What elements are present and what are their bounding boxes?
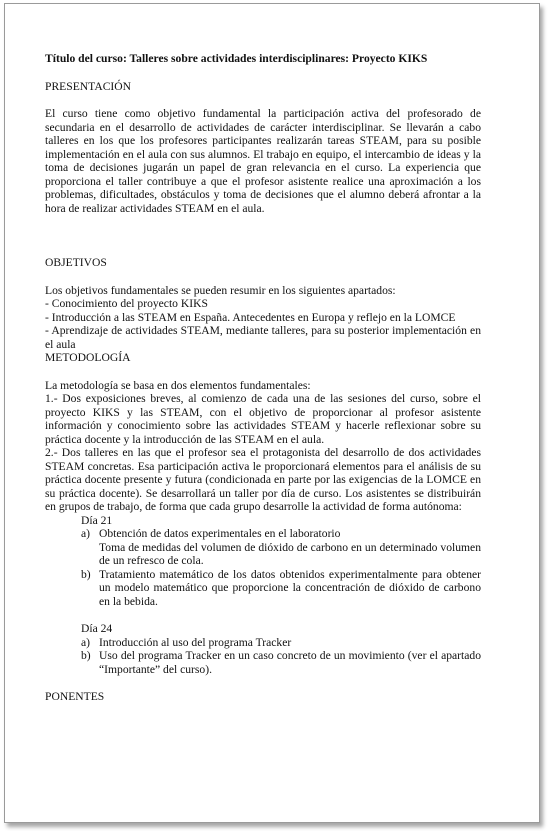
metodologia-intro: La metodología se basa en dos elementos fundamentales: (45, 378, 311, 392)
list-item (45, 649, 481, 676)
objetivos-item: - Conocimiento del proyecto KIKS (45, 297, 208, 310)
list-marker: b) (81, 567, 91, 581)
list-item-text: Obtención de datos experimentales en el laboratorio (99, 527, 341, 540)
list-item (45, 636, 481, 650)
document-page (4, 3, 540, 823)
list-item (45, 527, 481, 541)
day-label: Día 21 (81, 513, 113, 527)
metodologia-point-2: 2.- Dos talleres en las que el profesor sea el protagonista del desarrollo de dos actividades STEAM concretas. Esa participación activa le proporcionará elementos para el análisis de su práctica docente presente y futura (condicionada en parte por las exigencias de la LOMCE en su práctica docente). Se desarrollará un taller por día de curso. Los asistentes se distribuirán en grupos de trabajo, de forma que cada grupo desarrolle la actividad de forma autónoma: (45, 446, 481, 513)
list-marker: a) (81, 527, 91, 540)
section-heading-objetivos: OBJETIVOS (45, 256, 107, 269)
section-heading-presentacion: PRESENTACIÓN (45, 79, 132, 93)
document-body (45, 52, 481, 704)
course-title: Título del curso: Talleres sobre actividades interdisciplinares: Proyecto KIKS (45, 52, 428, 65)
objetivos-item: - Introducción a las STEAM en España. Antecedentes en Europa y reflejo en la LOMCE (45, 310, 456, 324)
metodologia-point-1: 1.- Dos exposiciones breves, al comienzo de cada una de las sesiones del curso, sobre el proyecto KIKS y las STEAM, con el objetivo de proporcionar al profesor asistente información y conocimiento sobre las actividades STEAM y hacerle reflexionar sobre su práctica docente y la introducción de las STEAM en el aula. (45, 392, 481, 446)
list-item-text: Tratamiento matemático de los datos obtenidos experimentalmente para obtener un modelo matemático que proporcione la concentración de dióxido de carbono en la bebida. (99, 567, 481, 608)
list-item (45, 568, 481, 609)
list-item-text: Introducción al uso del programa Tracker (99, 635, 292, 649)
list-marker: b) (81, 649, 91, 662)
section-heading-ponentes: PONENTES (45, 690, 105, 703)
section-heading-metodologia: METODOLOGÍA (45, 351, 131, 364)
list-item-text: Uso del programa Tracker en un caso concreto de un movimiento (ver el apartado “Importante” del curso). (99, 649, 481, 676)
objetivos-intro: Los objetivos fundamentales se pueden resumir en los siguientes apartados: (45, 283, 396, 297)
objetivos-item: - Aprendizaje de actividades STEAM, mediante talleres, para su posterior implementación en el aula (45, 324, 481, 351)
list-marker: a) (81, 635, 91, 649)
list-item-detail: Toma de medidas del volumen de dióxido de carbono en un determinado volumen de un refresco de cola. (99, 540, 481, 567)
presentacion-paragraph: El curso tiene como objetivo fundamental la participación activa del profesorado de secundaria en el desarrollo de actividades de carácter interdisciplinar. Se llevarán a cabo talleres en los que los profesores participantes realizarán tareas STEAM, para su posible implementación en el aula con sus alumnos. El trabajo en equipo, el intercambio de ideas y la toma de decisiones jugarán un papel de gran relevancia en el curso. La experiencia que proporciona el taller contribuye a que el profesor asistente realice una aproximación a los problemas, dificultades, obstáculos y toma de decisiones que el alumno deberá afrontar a la hora de realizar actividades STEAM en el aula. (45, 107, 481, 215)
day-label: Día 24 (81, 622, 113, 635)
